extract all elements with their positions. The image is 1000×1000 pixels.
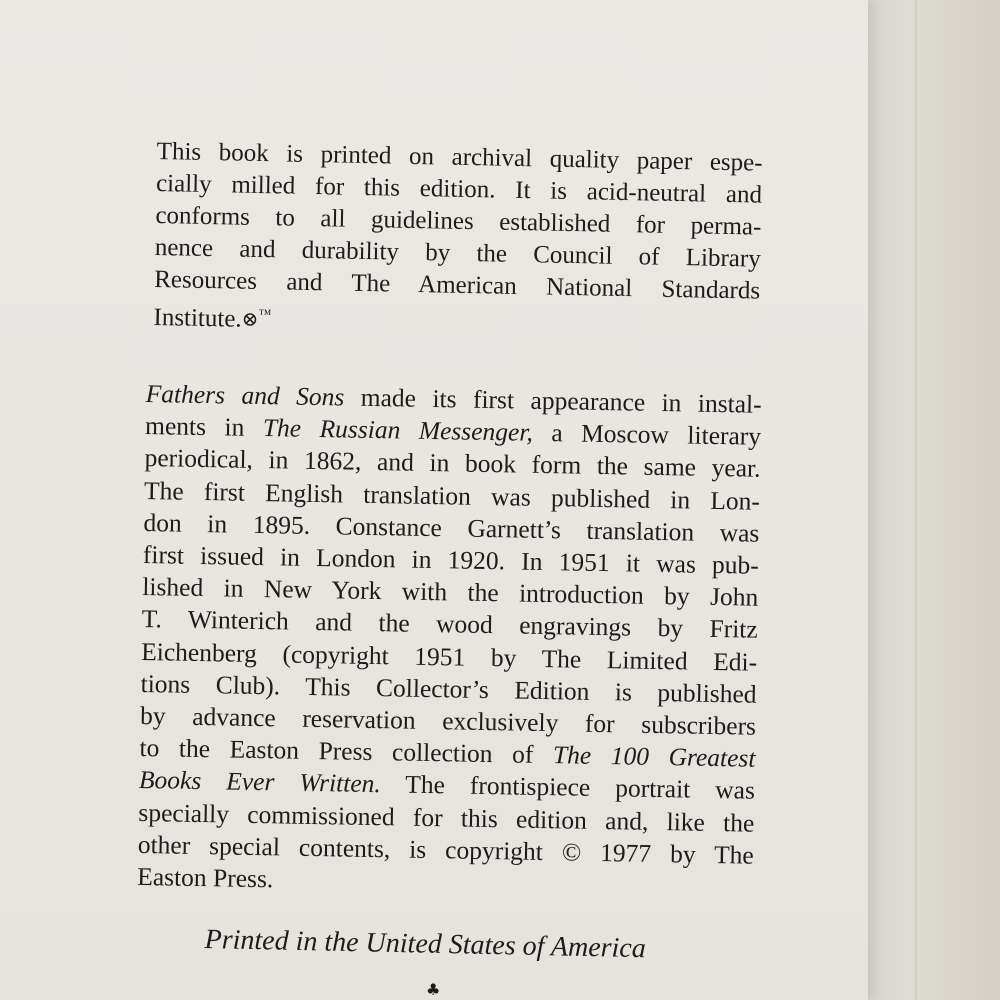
history-text: The frontispiece portrait was bbox=[380, 769, 756, 806]
paper-notice bbox=[153, 136, 763, 346]
history-text: a Moscow literary bbox=[532, 417, 762, 451]
history-text: to the Easton Press collection of bbox=[139, 733, 554, 770]
notice-line: conforms to all guidelines established for perma- bbox=[155, 201, 762, 241]
history-text: made its first appearance in instal- bbox=[344, 382, 762, 419]
book-title: Fathers and Sons bbox=[145, 378, 345, 412]
notice-line: nence and durability by the Council of Library bbox=[154, 233, 762, 273]
page-edge-line bbox=[915, 0, 917, 1000]
history-line: lished in New York with the introduction by John bbox=[142, 572, 759, 612]
periodical-title: The Russian Messenger, bbox=[262, 413, 534, 447]
history-line: T. Winterich and the wood engravings by Fritz bbox=[141, 604, 758, 645]
history-line: don in 1895. Constance Garnett’s translation was bbox=[143, 507, 760, 548]
history-line: by advance reservation exclusively for subscribers bbox=[139, 700, 757, 741]
history-text: ments in bbox=[144, 411, 264, 443]
history-line: first issued in London in 1920. In 1951 it was pub- bbox=[142, 539, 760, 580]
collection-title: Books Ever Written. bbox=[138, 765, 382, 799]
ornament-icon: ♣ bbox=[426, 980, 441, 999]
notice-institute: Institute. bbox=[153, 303, 242, 333]
history-line: specially commissioned for this edition and, like the bbox=[138, 797, 755, 838]
permanence-symbol-icon: ⊗ bbox=[241, 308, 259, 331]
notice-line: This book is printed on archival quality paper espe- bbox=[156, 137, 763, 177]
publication-history bbox=[137, 378, 762, 904]
notice-line: Resources and The American National Standards bbox=[153, 265, 761, 305]
history-line: Easton Press. bbox=[137, 861, 274, 894]
history-line: Eichenberg (copyright 1951 by The Limited Edi- bbox=[140, 636, 758, 677]
history-line: periodical, in 1862, and in book form the same year. bbox=[144, 443, 761, 484]
page-edge bbox=[868, 0, 1000, 1000]
collection-title: The 100 Greatest bbox=[552, 740, 756, 773]
history-line: tions Club). This Collector’s Edition is published bbox=[140, 668, 757, 709]
notice-line: cially milled for this edition. It is acid-neutral and bbox=[155, 169, 763, 209]
imprint-line: Printed in the United States of America bbox=[204, 924, 647, 965]
history-line: other special contents, is copyright © 1977 by The bbox=[137, 829, 755, 870]
trademark-mark: ™ bbox=[258, 305, 272, 322]
history-line: The first English translation was published in Lon- bbox=[143, 475, 761, 516]
